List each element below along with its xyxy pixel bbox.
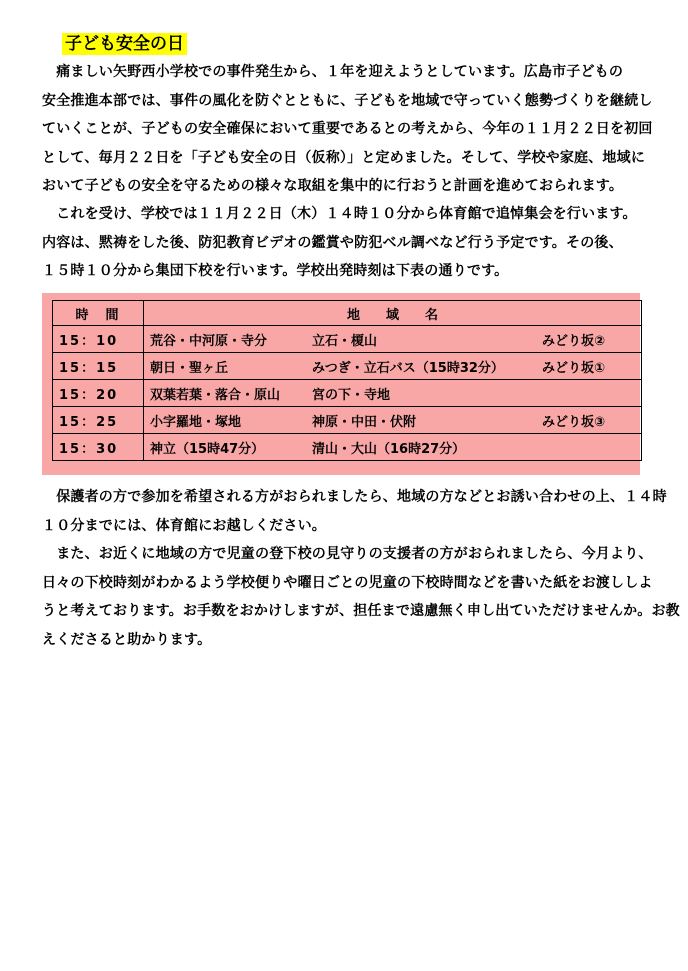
text-line: おいて子どもの安全を守るための様々な取組を集中的に行おうと計画を進めておられます。 bbox=[42, 178, 624, 194]
departure-time: 15：15 bbox=[53, 353, 144, 380]
text-line: として、毎月２２日を「子ども安全の日（仮称）」と定めました。そして、学校や家庭、地域に bbox=[42, 149, 646, 166]
area-group-1: 小字羅地・塚地 bbox=[150, 414, 242, 430]
departure-time: 15：25 bbox=[53, 407, 144, 434]
table-row bbox=[53, 353, 642, 380]
area-group-1: 荒谷・中河原・寺分 bbox=[150, 333, 268, 349]
area-names bbox=[144, 326, 642, 353]
table-row bbox=[53, 326, 642, 353]
table-row bbox=[53, 380, 642, 407]
text-line: １５時１０分から集団下校を行います。学校出発時刻は下表の通りです。 bbox=[42, 263, 509, 279]
header-area: 地 域 名 bbox=[144, 301, 642, 326]
area-group-2: みつぎ・立石バス（15時32分） bbox=[312, 360, 504, 376]
departure-time: 15：30 bbox=[53, 434, 144, 461]
area-group-3: みどり坂② bbox=[542, 333, 606, 349]
schedule-paragraph bbox=[42, 200, 648, 286]
text-line: これを受け、学校では１１月２２日（木）１４時１０分から体育館で追悼集会を行います。 bbox=[42, 206, 637, 222]
area-group-2: 清山・大山（16時27分） bbox=[312, 441, 466, 457]
text-line: えくださると助かります。 bbox=[42, 631, 212, 648]
header-time: 時 間 bbox=[53, 301, 144, 326]
area-group-1: 双葉若葉・落合・原山 bbox=[150, 387, 281, 403]
area-group-2: 神原・中田・伏附 bbox=[312, 414, 417, 430]
table-row bbox=[53, 407, 642, 434]
table-row bbox=[53, 434, 642, 461]
parent-participation-paragraph bbox=[42, 483, 667, 540]
area-group-2: 立石・榎山 bbox=[312, 333, 378, 349]
area-group-1: 朝日・聖ヶ丘 bbox=[150, 360, 229, 376]
volunteer-paragraph bbox=[42, 540, 680, 654]
area-group-3: みどり坂③ bbox=[542, 414, 606, 430]
text-line: 保護者の方で参加を希望される方がおられましたら、地域の方などとお誘い合わせの上、１４時 bbox=[42, 489, 667, 505]
area-group-1: 神立（15時47分） bbox=[150, 441, 265, 457]
departure-table bbox=[52, 300, 642, 461]
text-line: 痛ましい矢野西小学校での事件発生から、１年を迎えようとしています。広島市子どもの bbox=[42, 64, 624, 80]
text-line: また、お近くに地域の方で児童の登下校の見守りの支援者の方がおられましたら、今月より、 bbox=[42, 546, 653, 562]
text-line: ていくことが、子どもの安全確保において重要であるとの考えから、今年の１１月２２日を初回 bbox=[42, 121, 653, 137]
text-line: １０分までには、体育館にお越しください。 bbox=[42, 517, 326, 534]
page-title: 子ども安全の日 bbox=[62, 33, 187, 55]
area-group-2: 宮の下・寺地 bbox=[312, 387, 391, 403]
table-header-row bbox=[53, 301, 642, 326]
area-names bbox=[144, 434, 642, 461]
area-names bbox=[144, 407, 642, 434]
intro-paragraph bbox=[42, 58, 653, 201]
departure-time: 15：10 bbox=[53, 326, 144, 353]
departure-time: 15：20 bbox=[53, 380, 144, 407]
text-line: 内容は、黙祷をした後、防犯教育ビデオの鑑賞や防犯ベル調べなど行う予定です。その後、 bbox=[42, 234, 623, 251]
text-line: 安全推進本部では、事件の風化を防ぐとともに、子どもを地域で守っていく態勢づくりを継続し bbox=[42, 92, 653, 109]
area-names bbox=[144, 353, 642, 380]
text-line: うと考えております。お手数をおかけしますが、担任まで遠慮無く申し出ていただけませんか。お教 bbox=[42, 603, 680, 619]
area-group-3: みどり坂① bbox=[542, 360, 606, 376]
area-names bbox=[144, 380, 642, 407]
text-line: 日々の下校時刻がわかるよう学校便りや曜日ごとの児童の下校時間などを書いた紙をお渡ししよ bbox=[42, 574, 653, 591]
